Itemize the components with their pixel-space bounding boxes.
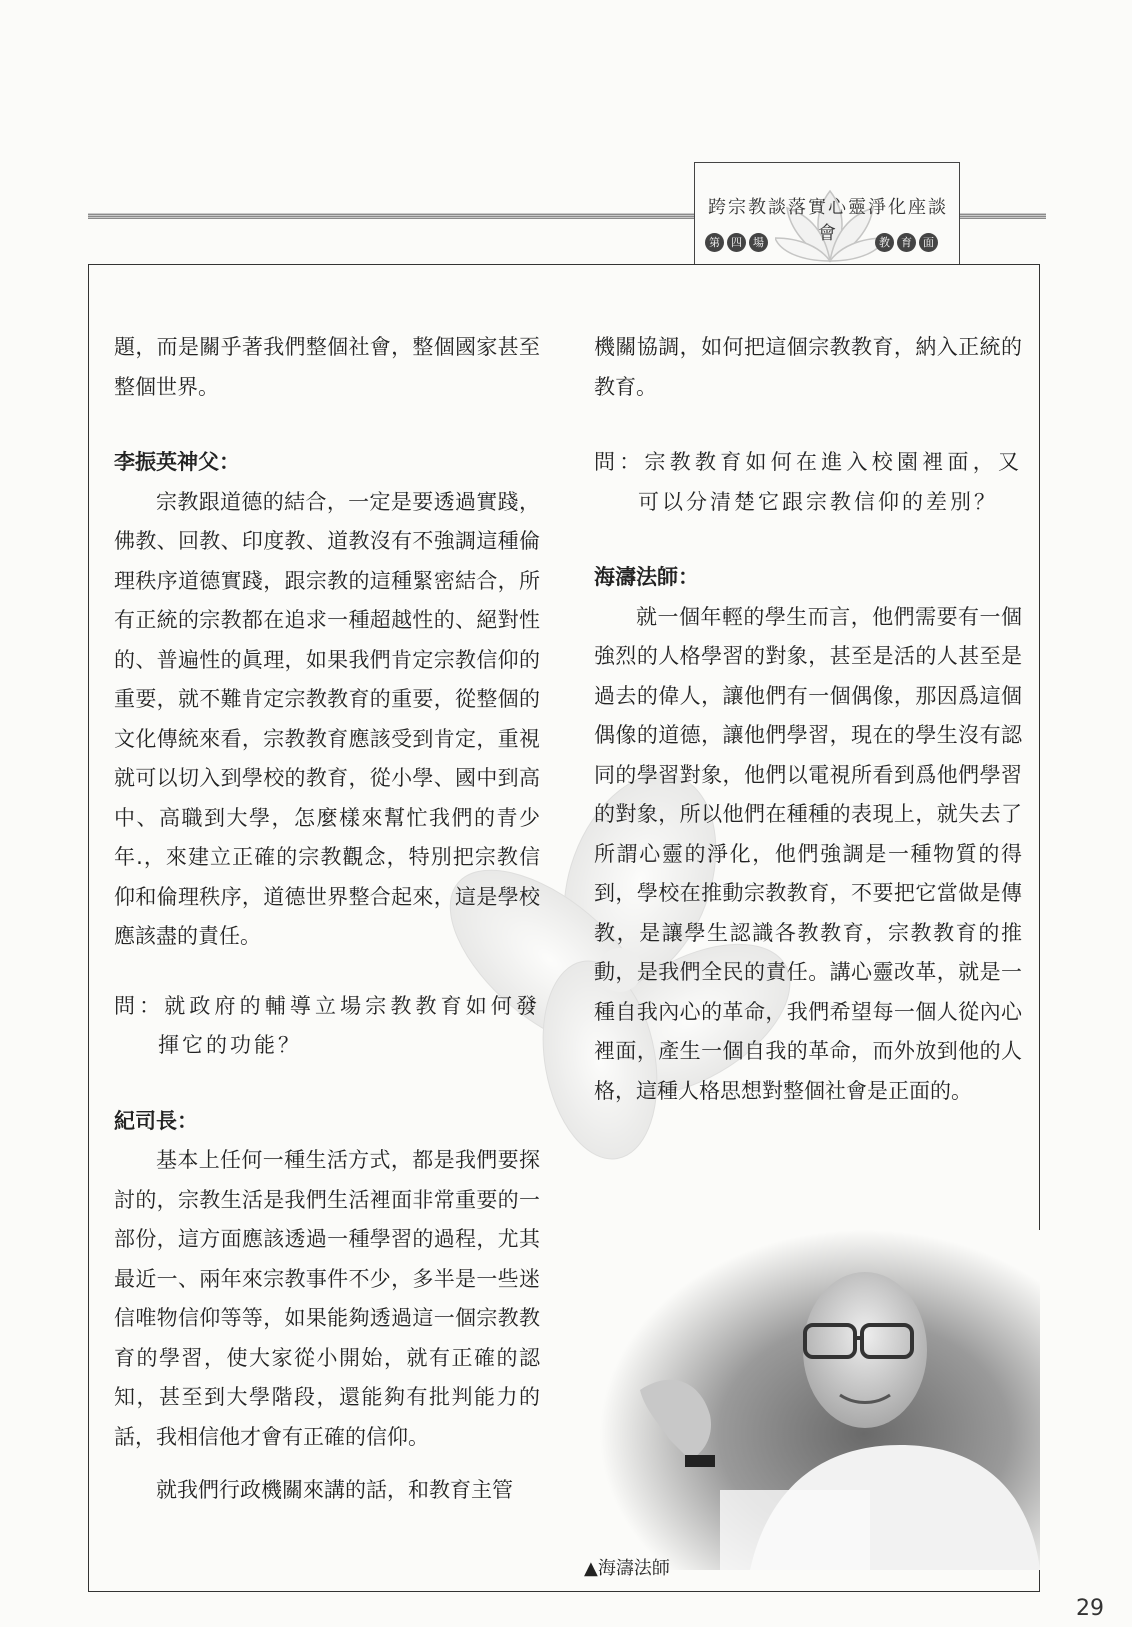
topic-badge: 面 bbox=[919, 233, 938, 252]
right-column bbox=[594, 328, 1022, 1111]
portrait-photo bbox=[600, 1230, 1040, 1570]
paragraph: 就我們行政機關來講的話，和教育主管 bbox=[156, 1478, 513, 1502]
speaker-name: 李振英神父： bbox=[114, 450, 240, 474]
speaker-name: 海濤法師： bbox=[594, 565, 699, 589]
question: 問：宗教教育如何在進入校園裡面，又可以分清楚它跟宗教信仰的差別？ bbox=[594, 450, 1022, 514]
paragraph: 題，而是關乎著我們整個社會，整個國家甚至整個世界。 bbox=[114, 335, 540, 399]
series-title: 跨宗教談落實心靈淨化座談會 bbox=[708, 197, 948, 244]
topic-badge: 教 bbox=[875, 233, 894, 252]
header-tab bbox=[694, 162, 960, 265]
photo-caption: ▲海濤法師 bbox=[584, 1558, 670, 1579]
session-badge: 四 bbox=[727, 233, 746, 252]
session-badges bbox=[705, 233, 768, 252]
left-column bbox=[114, 328, 540, 1511]
speaker-name: 紀司長： bbox=[114, 1108, 198, 1133]
session-badge: 第 bbox=[705, 233, 724, 252]
topic-badges bbox=[875, 233, 938, 252]
paragraph: 宗教跟道德的結合，一定是要透過實踐，佛教、回教、印度教、道教沒有不強調這種倫理秩序道德實踐，跟宗教的這種緊密結合，所有正統的宗教都在追求一種超越性的、絕對性的、普遍性的眞理，如果我們肯定宗教信仰的重要，就不難肯定宗教教育的重要，從整個的文化傳統來看，宗教教育應該受到肯定，重視就可以切入到學校的教育，從小學、國中到高中、高職到大學，怎麼樣來幫忙我們的青少年.，來建立正確的宗教觀念，特別把宗教信仰和倫理秩序，道德世界整合起來，這是學校應該盡的責任。 bbox=[114, 489, 540, 948]
page-number: 29 bbox=[1076, 1596, 1104, 1621]
session-badge: 場 bbox=[749, 233, 768, 252]
paragraph: 就一個年輕的學生而言，他們需要有一個強烈的人格學習的對象，甚至是活的人甚至是過去的偉人，讓他們有一個偶像，那因爲這個偶像的道德，讓他們學習，現在的學生沒有認同的學習對象，他們以電視所看到爲他們學習的對象，所以他們在種種的表現上，就失去了所謂心靈的淨化，他們強調是一種物質的得到，學校在推動宗教教育，不要把它當做是傳教，是讓學生認識各教教育，宗教教育的推動，是我們全民的責任。講心靈改革，就是一種自我內心的革命，我們希望每一個人從內心裡面，產生一個自我的革命，而外放到他的人格，這種人格思想對整個社會是正面的。 bbox=[594, 604, 1022, 1103]
paragraph: 機關協調，如何把這個宗教教育，納入正統的教育。 bbox=[594, 335, 1022, 399]
question: 問：就政府的輔導立場宗教教育如何發揮它的功能？ bbox=[114, 993, 540, 1057]
topic-badge: 育 bbox=[897, 233, 916, 252]
paragraph: 基本上任何一種生活方式，都是我們要探討的，宗教生活是我們生活裡面非常重要的一部份，這方面應該透過一種學習的過程，尤其最近一、兩年來宗教事件不少，多半是一些迷信唯物信仰等等，如果能夠透過這一個宗教教育的學習，使大家從小開始，就有正確的認知，甚至到大學階段，還能夠有批判能力的話，我相信他才會有正確的信仰。 bbox=[114, 1148, 540, 1449]
